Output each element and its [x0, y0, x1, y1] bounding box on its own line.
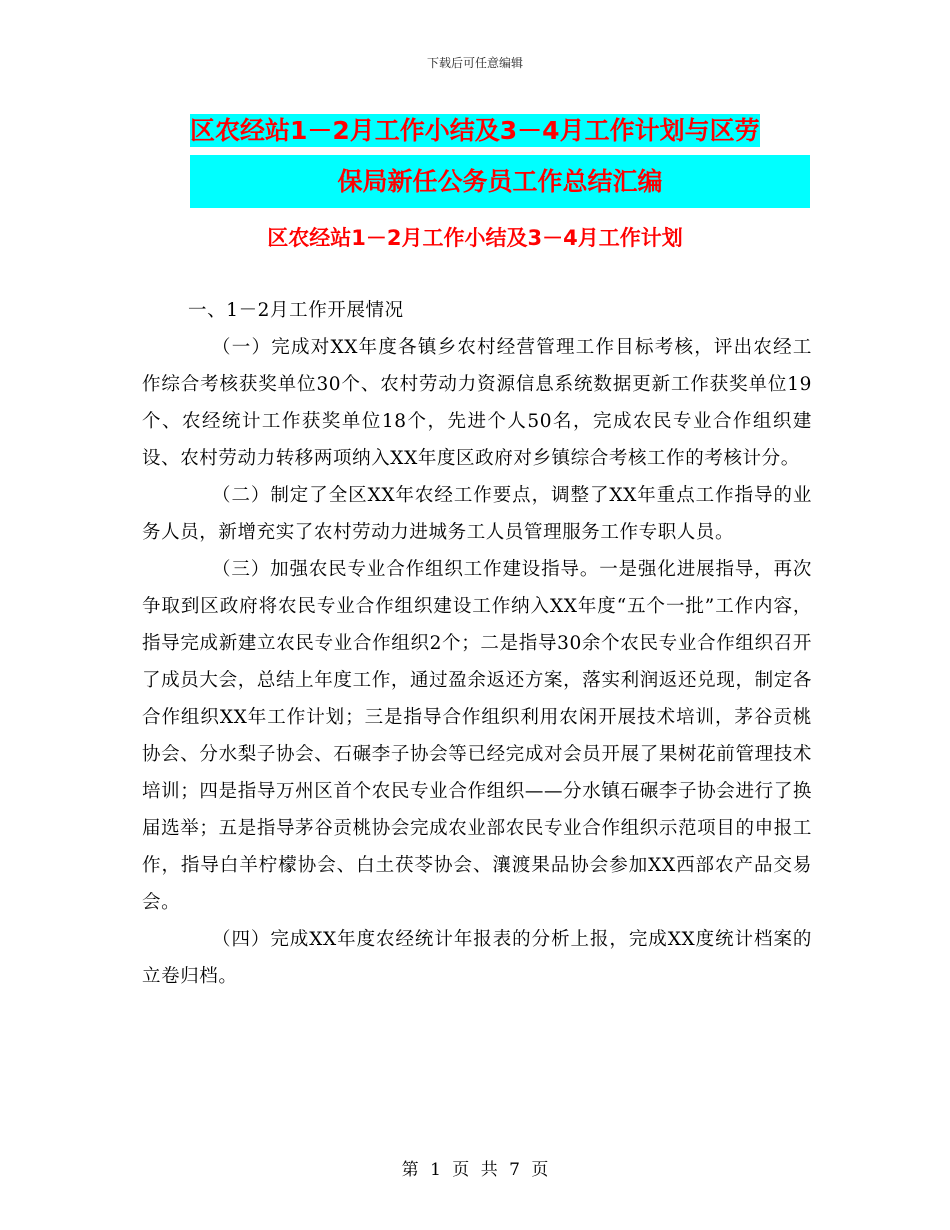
paragraph-2: （二）制定了全区XX年农经工作要点，调整了XX年重点工作指导的业务人员，新增充实了农村劳动力进城务工人员管理服务工作专职人员。: [142, 485, 812, 543]
heading-1: 一、1－2月工作开展情况: [188, 300, 404, 321]
paragraph-1: （一）完成对XX年度各镇乡农村经营管理工作目标考核，评出农经工作综合考核获奖单位30个、农村劳动力资源信息系统数据更新工作获奖单位19个、农经统计工作获奖单位18个，先进个人50名，完成农民专业合作组织建设、农村劳动力转移两项纳入XX年度区政府对乡镇综合考核工作的考核计分。: [142, 337, 812, 469]
body-text: [142, 292, 812, 995]
section-title: 区农经站1－2月工作小结及3－4月工作计划: [267, 226, 683, 250]
main-title-line2: 保局新任公务员工作总结汇编: [337, 167, 663, 196]
header-note: 下载后可任意编辑: [426, 56, 523, 70]
main-title-line1: 区农经站1－2月工作小结及3－4月工作计划与区劳: [190, 116, 760, 145]
main-title: [190, 106, 810, 208]
paragraph-4: （四）完成XX年度农经统计年报表的分析上报，完成XX度统计档案的立卷归档。: [142, 929, 812, 987]
paragraph-3: （三）加强农民专业合作组织工作建设指导。一是强化进展指导，再次争取到区政府将农民专业合作组织建设工作纳入XX年度“五个一批”工作内容，指导完成新建立农民专业合作组织2个；二是指导30余个农民专业合作组织召开了成员大会，总结上年度工作，通过盈余返还方案，落实利润返还兑现，制定各合作组织XX年工作计划；三是指导合作组织利用农闲开展技术培训，茅谷贡桃协会、分水梨子协会、石碾李子协会等已经完成对会员开展了果树花前管理技术培训；四是指导万州区首个农民专业合作组织——分水镇石碾李子协会进行了换届选举；五是指导茅谷贡桃协会完成农业部农民专业合作组织示范项目的申报工作，指导白羊柠檬协会、白土茯苓协会、瀼渡果品协会参加XX西部农产品交易会。: [142, 559, 812, 913]
page-footer: 第 1 页 共 7 页: [401, 1160, 549, 1180]
